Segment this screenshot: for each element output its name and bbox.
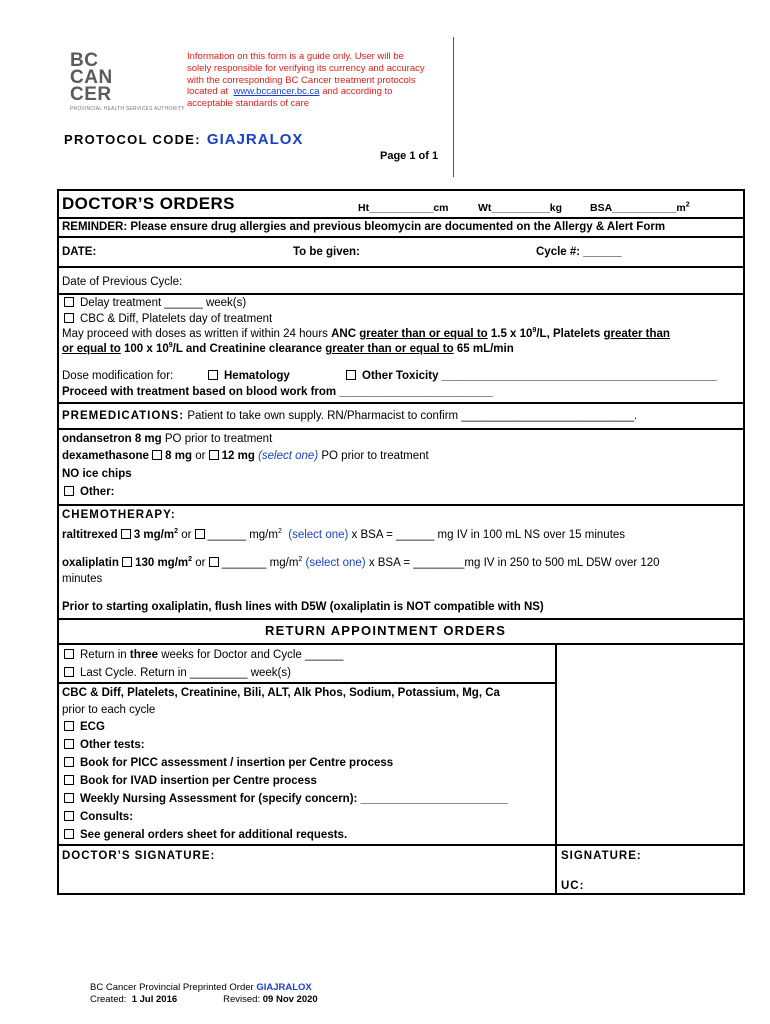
oxa-custom-checkbox[interactable] — [209, 557, 219, 567]
checkbox[interactable] — [346, 370, 356, 380]
cycle-field[interactable]: Cycle #: ______ — [536, 246, 622, 258]
row-divider — [57, 504, 745, 506]
disclaimer — [187, 51, 447, 110]
dose-blank: _______ mg/m — [221, 557, 299, 569]
logo-tagline: PROVINCIAL HEALTH SERVICES AUTHORITY — [70, 106, 185, 112]
raltitrexed — [62, 528, 625, 542]
option-label: Consults: — [80, 811, 134, 823]
checkbox[interactable] — [64, 486, 74, 496]
drug-name: raltitrexed — [62, 529, 118, 541]
sup-2: 2 — [298, 556, 303, 564]
option-label: ECG — [80, 721, 105, 733]
criteria-sup: 9 — [168, 342, 173, 350]
criteria-text: greater than or equal to — [325, 343, 454, 355]
criteria-text: 1.5 x 10 — [490, 328, 533, 340]
criteria-text: or equal to — [62, 343, 121, 355]
option-label: See general orders sheet for additional requests. — [80, 829, 348, 841]
header-divider — [453, 37, 454, 177]
delay-option[interactable] — [64, 296, 246, 310]
row-divider — [57, 618, 745, 620]
select-one-note: (select one) — [258, 450, 319, 462]
row-divider — [57, 844, 745, 846]
ivad-option[interactable] — [64, 774, 317, 788]
option-label: weeks for Doctor and Cycle ______ — [161, 649, 344, 661]
bccancer-link[interactable]: www.bccancer.bc.ca — [233, 86, 320, 98]
disclaimer-line: Information on this form is a guide only. User will be — [187, 51, 404, 62]
select-one-note: (select one) — [288, 529, 349, 541]
drug-instructions: PO prior to treatment — [164, 433, 273, 445]
criteria-text: May proceed with doses as written if within 24 hours — [62, 328, 328, 340]
dexamethasone — [62, 449, 429, 463]
drug-instructions: x BSA = ________mg IV in 250 to 500 mL D5W over 120 — [368, 557, 660, 569]
protocol-code-value: GIAJRALOX — [206, 131, 304, 148]
option-label: Hematology — [224, 370, 290, 382]
sup-2: 2 — [174, 528, 178, 536]
bc-cancer-logo — [70, 52, 113, 103]
footer — [90, 982, 318, 1006]
other-toxicity-option[interactable] — [346, 369, 717, 383]
doctors-orders-title: DOCTOR’S ORDERS — [62, 194, 235, 213]
lab-tests: CBC & Diff, Platelets, Creatinine, Bili, ALT, Alk Phos, Sodium, Potassium, Mg, Ca — [62, 687, 500, 699]
or-text: or — [181, 529, 192, 541]
row-divider — [57, 402, 745, 404]
ondansetron — [62, 432, 272, 446]
last-cycle[interactable] — [64, 666, 291, 680]
created-date: 1 Jul 2016 — [131, 994, 178, 1005]
ral-custom-checkbox[interactable] — [195, 529, 205, 539]
footer-line — [90, 994, 318, 1006]
weight-field[interactable]: Wt__________kg — [478, 202, 563, 214]
disclaimer-line — [187, 86, 447, 98]
premedications — [62, 409, 637, 423]
checkbox[interactable] — [64, 667, 74, 677]
checkbox[interactable] — [64, 757, 74, 767]
lab-tests-cont: prior to each cycle — [62, 704, 156, 716]
select-one-note: (select one) — [305, 557, 366, 569]
bsa-field[interactable] — [590, 201, 690, 215]
orders-form — [57, 189, 745, 895]
dose-text: 8 mg — [165, 450, 192, 462]
return-appointment-title: RETURN APPOINTMENT ORDERS — [265, 623, 507, 638]
drug-instructions: PO prior to treatment — [321, 450, 429, 462]
revised-date: 09 Nov 2020 — [262, 994, 318, 1005]
footer-text: Created: — [90, 994, 127, 1005]
disclaimer-line: solely responsible for verifying its currency and accuracy — [187, 62, 425, 74]
checkbox[interactable] — [208, 370, 218, 380]
option-label: Weekly Nursing Assessment for (specify concern): _______________________ — [80, 793, 508, 805]
criteria-text: ANC — [331, 328, 357, 340]
or-text: or — [195, 450, 206, 462]
drug-name: oxaliplatin — [62, 557, 119, 569]
criteria-text: greater than or equal to — [359, 328, 488, 340]
other-tests-option[interactable] — [64, 738, 145, 752]
proceed-criteria — [62, 327, 670, 341]
no-ice-chips: NO ice chips — [62, 468, 132, 480]
logo-line: CER — [70, 84, 112, 105]
sup-2: 2 — [277, 528, 282, 536]
option-label: Delay treatment ______ week(s) — [80, 297, 247, 309]
uc-field[interactable]: UC: — [561, 880, 585, 892]
nursing-assessment-option[interactable] — [64, 792, 508, 806]
logo-line: BC — [70, 50, 99, 71]
row-divider — [57, 217, 745, 219]
row-divider — [57, 293, 745, 295]
dex-12mg-checkbox[interactable] — [209, 450, 219, 460]
sup-2: 2 — [188, 556, 193, 564]
disclaimer-text: and according to — [322, 86, 393, 98]
picc-option[interactable] — [64, 756, 393, 770]
to-be-given-field[interactable]: To be given: — [293, 246, 360, 258]
dose-modification — [62, 369, 173, 383]
option-label: Last Cycle. Return in _________ week(s) — [80, 667, 291, 679]
column-divider — [555, 643, 557, 895]
bsa-sup: 2 — [685, 201, 690, 209]
checkbox[interactable] — [64, 313, 74, 323]
row-divider — [57, 428, 745, 430]
premeds-text: Patient to take own supply. RN/Pharmacist to confirm ___________________________. — [187, 410, 638, 422]
option-label: Return in — [80, 649, 127, 661]
option-label: Other tests: — [80, 739, 145, 751]
option-label: CBC & Diff, Platelets day of treatment — [80, 313, 273, 325]
checkbox[interactable] — [64, 793, 74, 803]
dose-text: 130 mg/m — [135, 557, 189, 569]
bsa-text: BSA___________m — [590, 202, 686, 214]
row-divider — [57, 682, 555, 684]
checkbox[interactable] — [64, 811, 74, 821]
oxaliplatin — [62, 556, 660, 570]
oxaliplatin-cont: minutes — [62, 573, 103, 585]
general-orders-option[interactable] — [64, 828, 347, 842]
dose-blank: ______ mg/m — [207, 529, 278, 541]
footer-line — [90, 982, 318, 994]
consults-option[interactable] — [64, 810, 133, 824]
criteria-sup: 9 — [532, 327, 537, 335]
drug-name: ondansetron 8 mg — [62, 433, 162, 445]
criteria-text: /L, Platelets — [536, 328, 601, 340]
proceed-criteria-2 — [62, 342, 514, 356]
cbc-day-option[interactable] — [64, 312, 272, 326]
criteria-text: 65 mL/min — [456, 343, 514, 355]
proceed-bloodwork[interactable]: Proceed with treatment based on blood work from ________________________ — [62, 386, 493, 398]
page-number: Page 1 of 1 — [380, 150, 439, 162]
disclaimer-line: acceptable standards of care — [187, 98, 309, 110]
doctor-signature-field[interactable]: DOCTOR’S SIGNATURE: — [62, 850, 216, 862]
option-label: Book for IVAD insertion per Centre process — [80, 775, 317, 787]
checkbox[interactable] — [64, 721, 74, 731]
premeds-other[interactable] — [64, 485, 115, 499]
checkbox[interactable] — [64, 649, 74, 659]
dose-text: 3 mg/m — [133, 529, 175, 541]
ral-3mg-checkbox[interactable] — [121, 529, 131, 539]
checkbox[interactable] — [64, 739, 74, 749]
footer-text: BC Cancer Provincial Preprinted Order — [90, 982, 254, 993]
ecg-option[interactable] — [64, 720, 105, 734]
protocol-label: PROTOCOL CODE: — [64, 132, 201, 147]
protocol-code — [64, 131, 303, 148]
dex-8mg-checkbox[interactable] — [152, 450, 162, 460]
return-three-weeks[interactable] — [64, 648, 343, 662]
flush-note: Prior to starting oxaliplatin, flush lines with D5W (oxaliplatin is NOT compatible with NS) — [62, 601, 544, 613]
footer-text: Revised: — [223, 994, 261, 1005]
row-divider — [57, 266, 745, 268]
reminder: REMINDER: Please ensure drug allergies and previous bleomycin are documented on the Allergy & Alert Form — [62, 221, 666, 233]
option-label: three — [129, 649, 158, 661]
oxa-130mg-checkbox[interactable] — [122, 557, 132, 567]
row-divider — [57, 643, 745, 645]
premeds-label: PREMEDICATIONS: — [62, 410, 185, 422]
drug-instructions: x BSA = ______ mg IV in 100 mL NS over 15 minutes — [351, 529, 626, 541]
criteria-text: 100 x 10 — [123, 343, 169, 355]
disclaimer-text: located at — [187, 86, 229, 98]
footer-code: GIAJRALOX — [256, 982, 312, 993]
option-label: Book for PICC assessment / insertion per Centre process — [80, 757, 394, 769]
row-divider — [57, 236, 745, 238]
signature-field[interactable]: SIGNATURE: — [561, 850, 642, 862]
criteria-text: /L and Creatinine clearance — [172, 343, 323, 355]
dose-mod-label: Dose modification for: — [62, 370, 174, 382]
height-field[interactable]: Ht___________cm — [358, 202, 449, 214]
option-label: Other Toxicity ___________________________________________ — [362, 370, 717, 382]
previous-cycle-field[interactable]: Date of Previous Cycle: — [62, 276, 183, 288]
logo-line: CAN — [70, 67, 113, 88]
dose-text: 12 mg — [221, 450, 255, 462]
option-label: Other: — [80, 486, 115, 498]
disclaimer-line: with the corresponding BC Cancer treatment protocols — [187, 74, 416, 86]
or-text: or — [195, 557, 206, 569]
checkbox[interactable] — [64, 775, 74, 785]
criteria-text: greater than — [603, 328, 670, 340]
hematology-option[interactable] — [208, 369, 290, 383]
drug-name: dexamethasone — [62, 450, 149, 462]
date-field[interactable]: DATE: — [62, 246, 97, 258]
chemotherapy-label: CHEMOTHERAPY: — [62, 509, 176, 521]
checkbox[interactable] — [64, 829, 74, 839]
checkbox[interactable] — [64, 297, 74, 307]
